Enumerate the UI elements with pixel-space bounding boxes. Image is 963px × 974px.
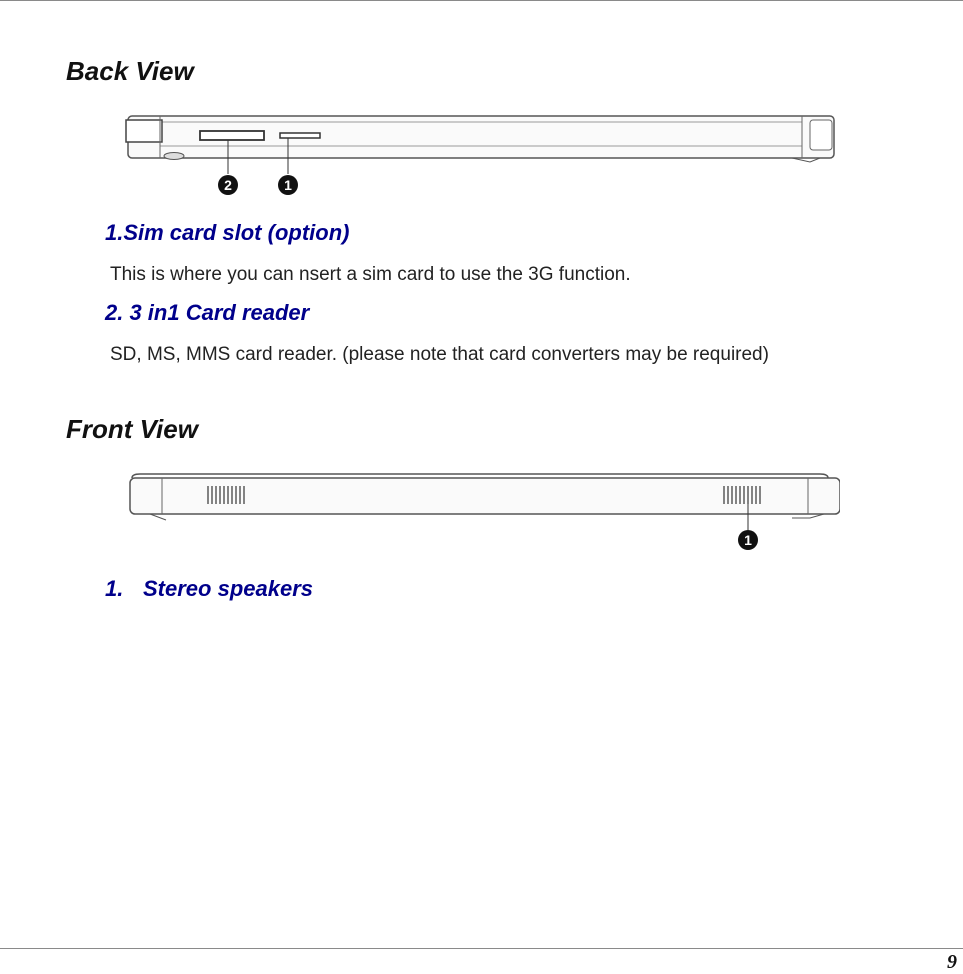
card-reader-heading: 2. 3 in1 Card reader bbox=[105, 300, 310, 325]
page-number: 9 bbox=[947, 951, 957, 973]
front-view-title: Front View bbox=[66, 414, 198, 444]
callout-number: 1 bbox=[744, 532, 752, 548]
stereo-speakers-heading bbox=[105, 576, 313, 602]
back-view-title: Back View bbox=[66, 56, 194, 86]
sim-card-slot-heading: 1.Sim card slot (option) bbox=[105, 220, 350, 245]
bottom-rule bbox=[0, 948, 963, 949]
stereo-speakers-number: 1. bbox=[105, 576, 124, 601]
sim-card-slot-description: This is where you can nsert a sim card to use the 3G function. bbox=[110, 264, 631, 285]
back-view-device-illustration bbox=[120, 110, 840, 200]
top-rule bbox=[0, 0, 963, 1]
stereo-speakers-label: Stereo speakers bbox=[143, 576, 313, 601]
callout-number: 2 bbox=[224, 177, 232, 193]
front-view-device-illustration bbox=[120, 466, 840, 556]
card-reader-description: SD, MS, MMS card reader. (please note that card converters may be required) bbox=[110, 344, 769, 365]
callout-number: 1 bbox=[284, 177, 292, 193]
